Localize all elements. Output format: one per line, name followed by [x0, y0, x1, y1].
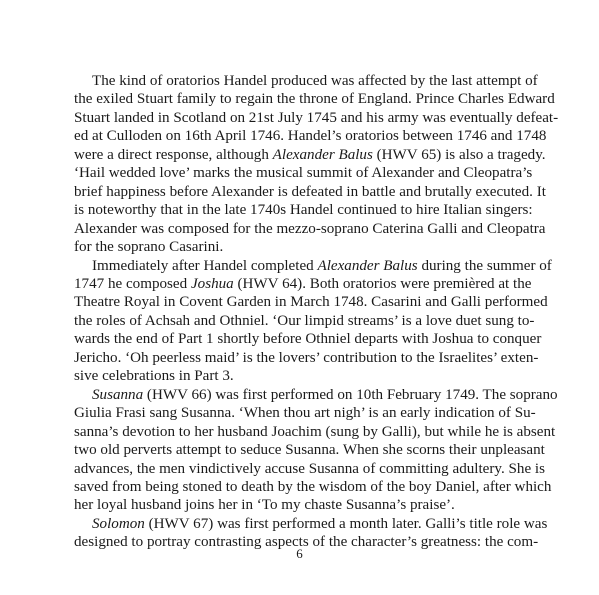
- page-number: 6: [296, 546, 303, 561]
- text-line: [74, 367, 527, 385]
- text-run: saved from being stoned to death by the wisdom of the boy Daniel, after which: [74, 478, 552, 495]
- text-line: [74, 164, 533, 182]
- text-line: [74, 238, 527, 256]
- text-line: [74, 201, 533, 219]
- text-run: Giulia Frasi sang Susanna. ‘When thou art nigh’ is an early indication of Su-: [74, 405, 536, 422]
- text-line: [74, 293, 548, 311]
- text-line: [74, 90, 555, 108]
- text-line: [74, 312, 535, 330]
- text-run: the exiled Stuart family to regain the throne of England. Prince Charles Edward: [74, 91, 555, 108]
- text-run: ed at Culloden on 16th April 1746. Handel’s oratorios between 1746 and 1748: [74, 128, 547, 145]
- text-line: [74, 109, 559, 127]
- text-run: ‘Hail wedded love’ marks the musical summit of Alexander and Cleopatra’s: [74, 165, 533, 182]
- text-run: (HWV 66) was first performed on 10th February 1749. The soprano: [143, 386, 558, 403]
- text-run: Alexander was composed for the mezzo-soprano Caterina Galli and Cleopatra: [74, 220, 546, 237]
- text-run: (HWV 64). Both oratorios were premièred at the: [233, 275, 532, 292]
- text-run: designed to portray contrasting aspects of the character’s greatness: the com-: [74, 534, 539, 551]
- text-run: during the summer of: [417, 257, 552, 274]
- text-run: Stuart landed in Scotland on 21st July 1745 and his army was eventually defeat-: [74, 109, 559, 126]
- text-run: Jericho. ‘Oh peerless maid’ is the lovers’ contribution to the Israelites’ exten-: [74, 349, 539, 366]
- text-run: were a direct response, although: [74, 146, 273, 163]
- text-line: [74, 404, 536, 422]
- text-line: [74, 275, 532, 293]
- text-line: [74, 183, 546, 201]
- text-run: for the soprano Casarini.: [74, 239, 224, 256]
- text-run: sive celebrations in Part 3.: [74, 368, 234, 385]
- text-run: The kind of oratorios Handel produced was affected by the last attempt of: [92, 73, 538, 89]
- text-run: the roles of Achsah and Othniel. ‘Our limpid streams’ is a love duet sung to-: [74, 312, 535, 329]
- text-run: advances, the men vindictively accuse Susanna of committing adultery. She is: [74, 460, 545, 477]
- text-run: (HWV 65) is also a tragedy.: [372, 146, 546, 163]
- body-text: [74, 72, 559, 552]
- text-line: [74, 423, 556, 441]
- text-run: Theatre Royal in Covent Garden in March 1748. Casarini and Galli performed: [74, 294, 548, 311]
- text-run: (HWV 67) was first performed a month later. Galli’s title role was: [144, 515, 548, 532]
- text-run: sanna’s devotion to her husband Joachim (sung by Galli), but while he is absent: [74, 423, 556, 440]
- text-run: 1747 he composed: [74, 275, 191, 292]
- italic-title: Alexander Balus: [317, 257, 418, 274]
- text-run: her loyal husband joins her in ‘To my chaste Susanna’s praise’.: [74, 497, 455, 514]
- text-line: [74, 146, 546, 164]
- text-line: [74, 257, 552, 275]
- text-run: is noteworthy that in the late 1740s Handel continued to hire Italian singers:: [74, 202, 533, 219]
- text-run: two old perverts attempt to seduce Susanna. When she scorns their unpleasant: [74, 442, 545, 459]
- paragraph: [74, 72, 559, 257]
- text-run: Immediately after Handel completed: [92, 257, 318, 274]
- italic-title: Susanna: [92, 386, 144, 403]
- italic-title: Alexander Balus: [272, 146, 373, 163]
- text-line: [74, 496, 527, 514]
- italic-title: Solomon: [92, 515, 145, 532]
- text-line: [74, 127, 547, 145]
- text-line: [74, 441, 545, 459]
- text-line: [74, 460, 545, 478]
- text-line: [74, 478, 552, 496]
- text-run: brief happiness before Alexander is defeated in battle and brutally executed. It: [74, 183, 546, 200]
- paragraph: [74, 386, 558, 515]
- text-line: [74, 349, 539, 367]
- text-line: [74, 386, 558, 404]
- text-line: [74, 330, 542, 348]
- italic-title: Joshua: [190, 275, 234, 292]
- text-line: [74, 515, 548, 533]
- paragraph: [74, 257, 552, 386]
- text-run: wards the end of Part 1 shortly before Othniel departs with Joshua to conquer: [74, 331, 542, 348]
- text-line: [74, 72, 538, 90]
- text-line: [74, 220, 546, 238]
